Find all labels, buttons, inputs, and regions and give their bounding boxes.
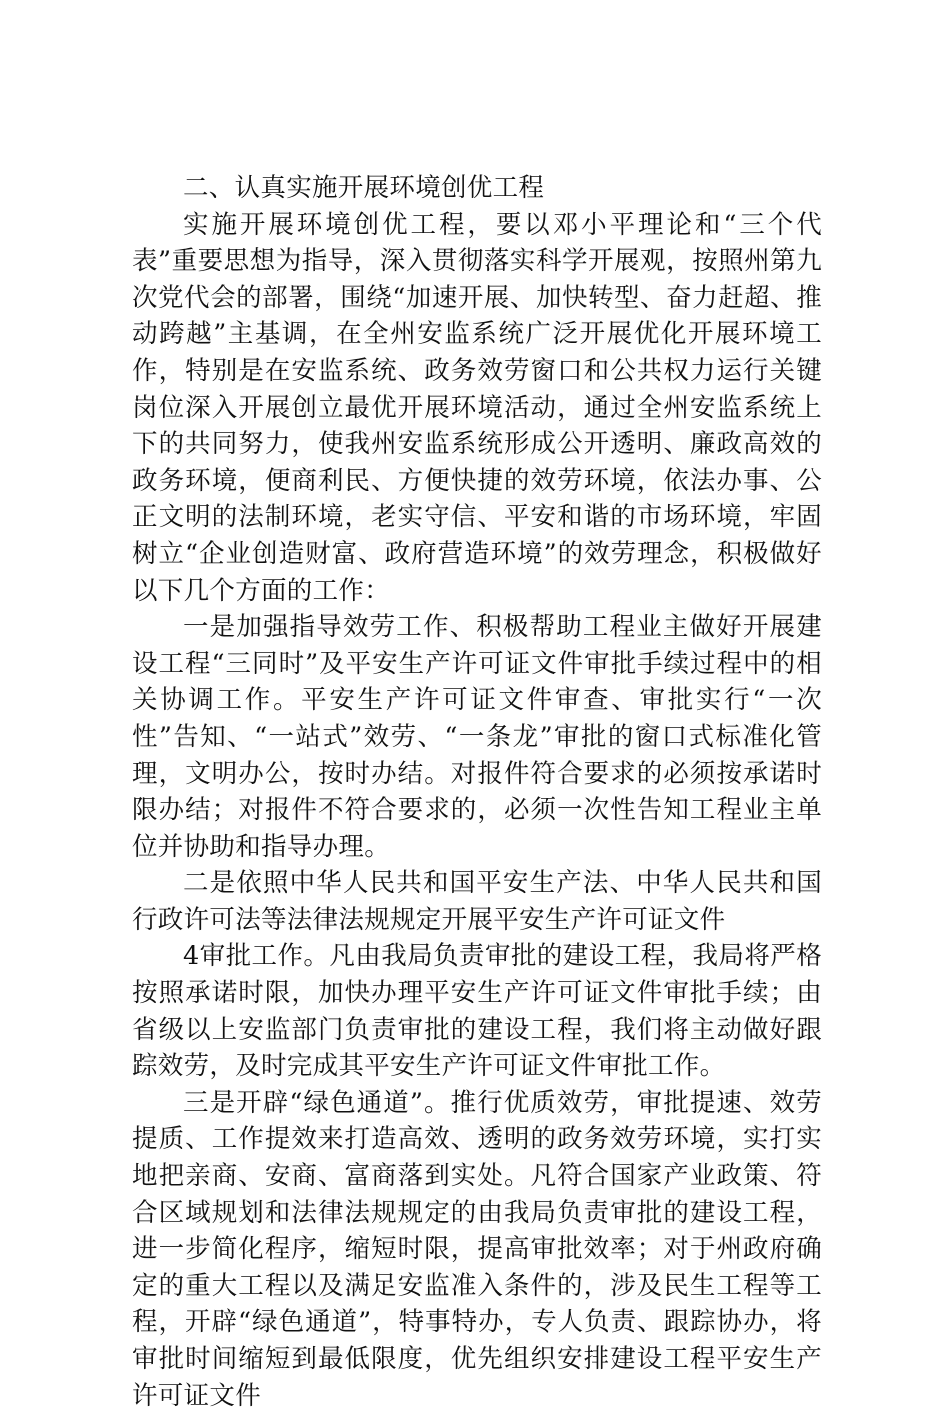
- paragraph-item-two-continued: 4审批工作。凡由我局负责审批的建设工程，我局将严格按照承诺时限，加快办理平安生产许可证文件审批手续；由省级以上安监部门负责审批的建设工程，我们将主动做好跟踪效劳，及时完成其平安生产许可证文件审批工作。: [132, 941, 822, 1082]
- paragraph-item-two: 二是依照中华人民共和国平安生产法、中华人民共和国行政许可法等法律法规规定开展平安生产许可证文件: [132, 868, 822, 935]
- paragraph-item-one: 一是加强指导效劳工作、积极帮助工程业主做好开展建设工程“三同时”及平安生产许可证文件审批手续过程中的相关协调工作。平安生产许可证文件审查、审批实行“一次性”告知、“一站式”效劳、“一条龙”审批的窗口式标准化管理，文明办公，按时办结。对报件符合要求的必须按承诺时限办结；对报件不符合要求的，必须一次性告知工程业主单位并协助和指导办理。: [132, 612, 822, 862]
- paragraph-item-three: 三是开辟“绿色通道”。推行优质效劳，审批提速、效劳提质、工作提效来打造高效、透明的政务效劳环境，实打实地把亲商、安商、富商落到实处。凡符合国家产业政策、符合区域规划和法律法规规定的由我局负责审批的建设工程，进一步简化程序，缩短时限，提高审批效率；对于州政府确定的重大工程以及满足安监准入条件的，涉及民生工程等工程，开辟“绿色通道”，特事特办，专人负责、跟踪协办，将审批时间缩短到最低限度，优先组织安排建设工程平安生产许可证文件: [132, 1087, 822, 1411]
- section-heading: 二、认真实施开展环境创优工程: [183, 173, 545, 203]
- document-page: [132, 170, 822, 1414]
- paragraph-intro: 实施开展环境创优工程，要以邓小平理论和“三个代表”重要思想为指导，深入贯彻落实科学开展观，按照州第九次党代会的部署，围绕“加速开展、加快转型、奋力赶超、推动跨越”主基调，在全州安监系统广泛开展优化开展环境工作，特别是在安监系统、政务效劳窗口和公共权力运行关键岗位深入开展创立最优开展环境活动，通过全州安监系统上下的共同努力，使我州安监系统形成公开透明、廉政高效的政务环境，便商利民、方便快捷的效劳环境，依法办事、公正文明的法制环境，老实守信、平安和谐的市场环境，牢固树立“企业创造财富、政府营造环境”的效劳理念，积极做好以下几个方面的工作：: [132, 209, 822, 606]
